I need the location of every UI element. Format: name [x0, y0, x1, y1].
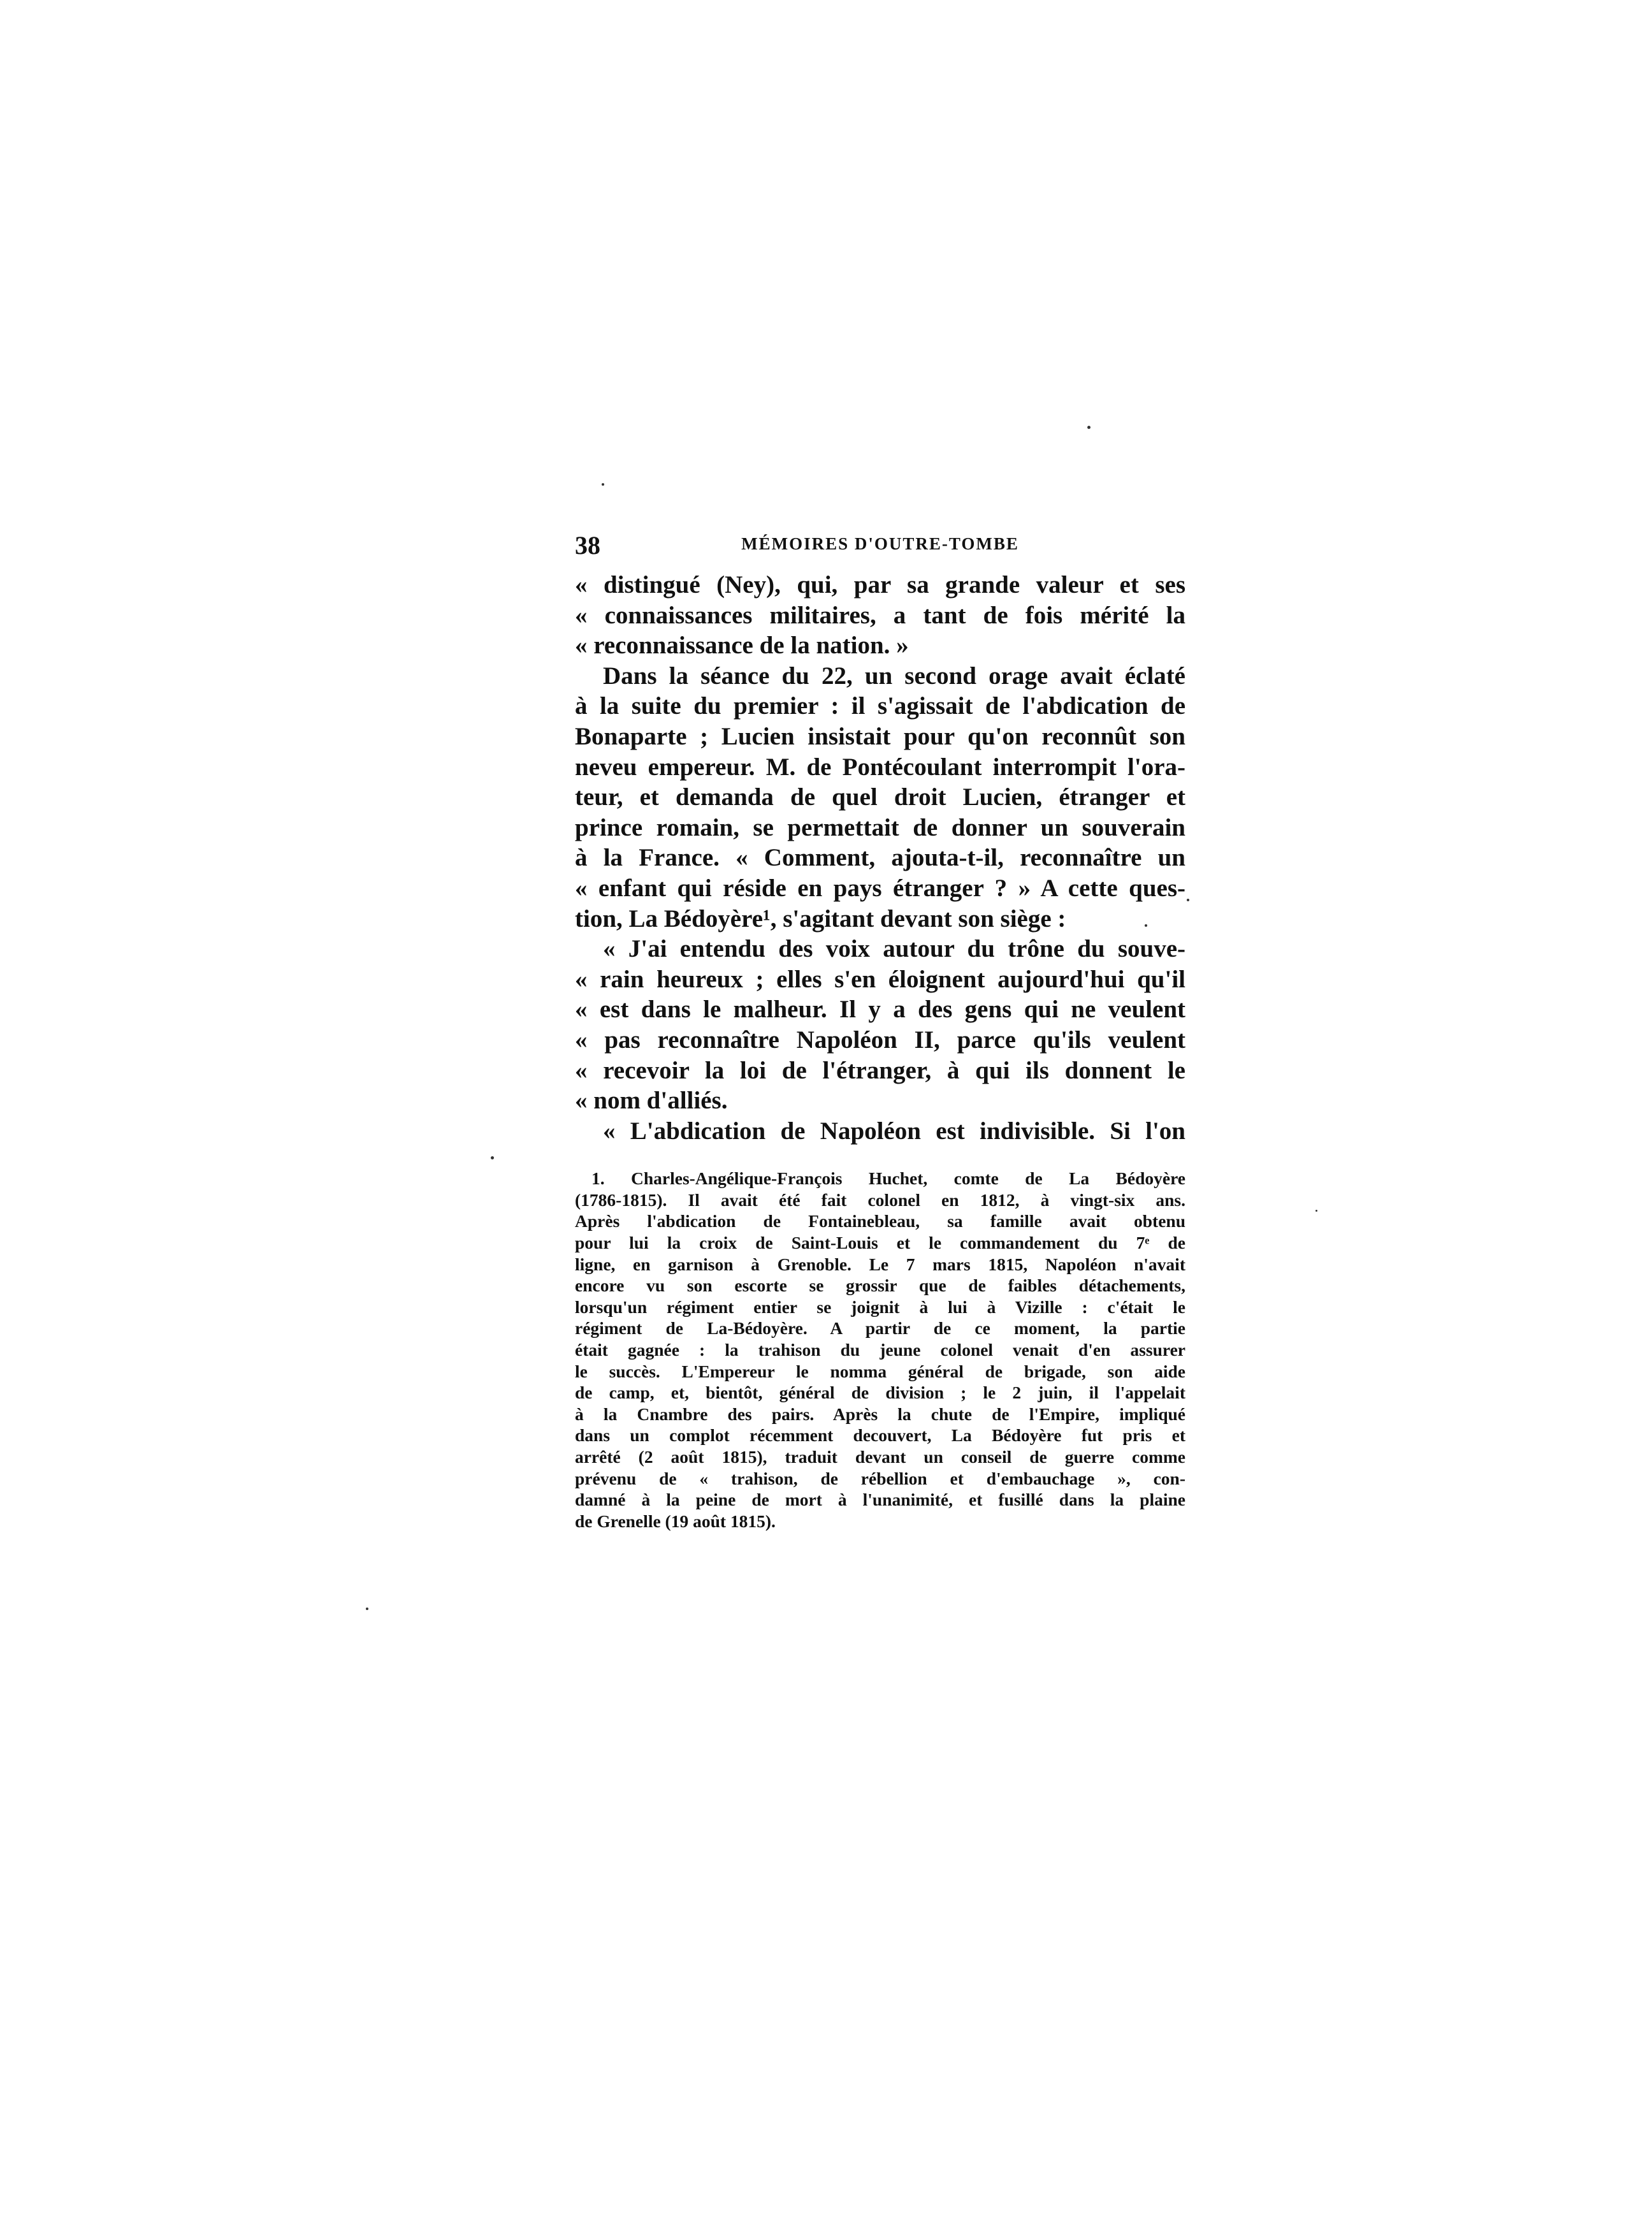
scan-speck: [1315, 1210, 1317, 1212]
body-line: tion, La Bédoyère¹, s'agitant devant son siège :: [575, 904, 1066, 933]
footnote-line: lorsqu'un régiment entier se joignit à lui à Vizille : c'était le: [575, 1296, 1185, 1317]
scan-speck: [366, 1608, 368, 1610]
footnote-line: pour lui la croix de Saint-Louis et le commandement du 7ᵉ de: [575, 1233, 1185, 1253]
scan-speck: [1087, 426, 1090, 429]
footnote-line: encore vu son escorte se grossir que de faibles détachements,: [575, 1275, 1185, 1296]
body-line: « rain heureux ; elles s'en éloignent aujourd'hui qu'il: [575, 965, 1185, 993]
footnote-line: régiment de La-Bédoyère. A partir de ce moment, la partie: [575, 1318, 1185, 1339]
footnote: [575, 1168, 1185, 1532]
body-line: « distingué (Ney), qui, par sa grande valeur et ses: [575, 571, 1185, 599]
footnote-line: de Grenelle (19 août 1815).: [575, 1511, 776, 1531]
body-line: « connaissances militaires, a tant de fois mérité la: [575, 601, 1185, 629]
footnote-line: (1786-1815). Il avait été fait colonel en 1812, à vingt-six ans.: [575, 1189, 1185, 1210]
running-title: MÉMOIRES D'OUTRE-TOMBE: [741, 534, 1019, 553]
body-line: « reconnaissance de la nation. »: [575, 632, 909, 660]
footnote-line: le succès. L'Empereur le nomma général de brigade, son aide: [575, 1361, 1185, 1381]
footnote-line: dans un complot récemment decouvert, La Bédoyère fut pris et: [575, 1425, 1185, 1446]
scan-speck: [491, 1156, 494, 1159]
footnote-line: Après l'abdication de Fontainebleau, sa famille avait obtenu: [575, 1211, 1185, 1231]
body-line: « pas reconnaître Napoléon II, parce qu'ils veulent: [575, 1026, 1185, 1054]
scan-speck: [1145, 924, 1147, 927]
body-text: [575, 570, 1185, 1146]
running-head: [575, 530, 1185, 569]
body-line: à la suite du premier : il s'agissait de l'abdication de: [575, 692, 1185, 720]
body-line: « L'abdication de Napoléon est indivisible. Si l'on: [603, 1117, 1185, 1145]
footnote-line: arrêté (2 août 1815), traduit devant un conseil de guerre comme: [575, 1447, 1185, 1467]
body-line: « nom d'alliés.: [575, 1087, 728, 1115]
body-line: prince romain, se permettait de donner un souverain: [575, 813, 1185, 841]
body-line: « est dans le malheur. Il y a des gens qui ne veulent: [575, 996, 1185, 1024]
body-line: Bonaparte ; Lucien insistait pour qu'on reconnût son: [575, 722, 1185, 750]
footnote-line: à la Cnambre des pairs. Après la chute de l'Empire, impliqué: [575, 1404, 1185, 1424]
body-line: « J'ai entendu des voix autour du trône du souve-: [603, 935, 1185, 963]
scan-speck: [602, 483, 604, 486]
footnote-line: de camp, et, bientôt, général de division ; le 2 juin, il l'appelait: [575, 1383, 1185, 1403]
footnote-line: ligne, en garnison à Grenoble. Le 7 mars 1815, Napoléon n'avait: [575, 1254, 1185, 1274]
footnote-line: était gagnée : la trahison du jeune colonel venait d'en assurer: [575, 1340, 1185, 1360]
footnote-line: damné à la peine de mort à l'unanimité, et fusillé dans la plaine: [575, 1490, 1185, 1510]
body-line: à la France. « Comment, ajouta-t-il, reconnaître un: [575, 844, 1185, 872]
footnote-line: prévenu de « trahison, de rébellion et d'embauchage », con-: [575, 1468, 1185, 1488]
body-line: Dans la séance du 22, un second orage avait éclaté: [603, 662, 1185, 690]
page-number: 38: [575, 531, 600, 560]
body-line: « recevoir la loi de l'étranger, à qui ils donnent le: [575, 1056, 1185, 1084]
body-line: teur, et demanda de quel droit Lucien, étranger et: [575, 783, 1185, 811]
scan-speck: [1187, 899, 1189, 901]
page-block: [575, 530, 1185, 1532]
body-line: « enfant qui réside en pays étranger ? » A cette ques-: [575, 874, 1185, 902]
body-line: neveu empereur. M. de Pontécoulant interrompit l'ora-: [575, 753, 1185, 781]
footnote-line: 1. Charles-Angélique-François Huchet, comte de La Bédoyère: [591, 1168, 1185, 1189]
